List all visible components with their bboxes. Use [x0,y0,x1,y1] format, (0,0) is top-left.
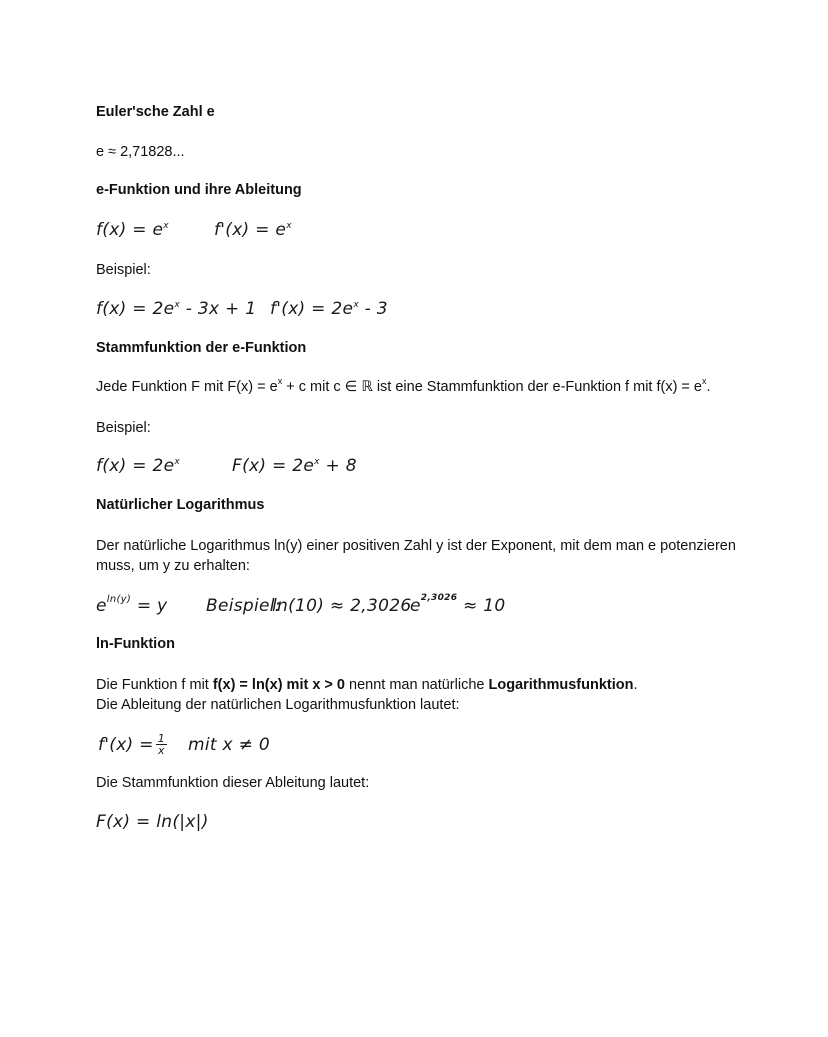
handwritten-example2-f: $f(x) = 2e^x$ [96,456,180,476]
handwritten-ln-antiderivative: F(x) = ln(|x|) [96,812,209,832]
handwritten-log-example2: $e^{2,3026} \approx 10$ [410,593,506,616]
heading-ln-function: ln-Funktion [96,636,175,652]
antiderivative-text: Jede Funktion F mit $F(x) = e^x + c$ mit c ∈ ℝ ist eine Stammfunktion der e-Funktion f mit $f(x) = e^x$. [96,376,711,395]
heading-natural-log: Natürlicher Logarithmus [96,497,265,513]
handwritten-example2-F: $F(x) = 2e^x + 8$ [232,456,357,476]
example-label-2: Beispiel: [96,420,151,436]
handwritten-example1-f: $f(x) = 2e^x - 3x + 1$ [96,299,257,319]
handwritten-log-identity: $e^{ln(y)} = y$ [96,594,168,616]
handwritten-f: $f(x) = e^x$ [96,220,169,240]
natural-log-text-line2: muss, um y zu erhalten: [96,558,250,574]
euler-value: e ≈ 2,71828... [96,144,185,160]
fraction: $\frac{1}{x}$ [157,732,166,757]
natural-log-text-line1: Der natürliche Logarithmus ln(y) einer positiven Zahl y ist der Exponent, mit dem man e potenzieren [96,538,736,554]
handwritten-ln-derivative: f'(x) = $\frac{1}{x}$ [98,732,166,757]
heading-euler: Euler'sche Zahl e [96,104,215,120]
antiderivative2-text: Die Stammfunktion dieser Ableitung lautet: [96,775,370,791]
handwritten-ln-condition: mit x ≠ 0 [188,735,270,755]
example-label-1: Beispiel: [96,262,151,278]
heading-antiderivative: Stammfunktion der e-Funktion [96,340,307,356]
handwritten-example1-fprime: $f'(x) = 2e^x - 3$ [270,299,388,319]
heading-efunction: e-Funktion und ihre Ableitung [96,182,302,198]
ln-function-text-line1: Die Funktion f mit f(x) = ln(x) mit x > 0 nennt man natürliche Logarithmusfunktion. [96,677,638,693]
handwritten-fprime: $f'(x) = e^x$ [214,220,292,240]
handwritten-log-example-value: ln(10) ≈ 2,3026 [272,596,412,616]
handwritten-log-example-label: Beispiel: [206,596,281,616]
ln-function-text-line2: Die Ableitung der natürlichen Logarithmusfunktion lautet: [96,697,460,713]
